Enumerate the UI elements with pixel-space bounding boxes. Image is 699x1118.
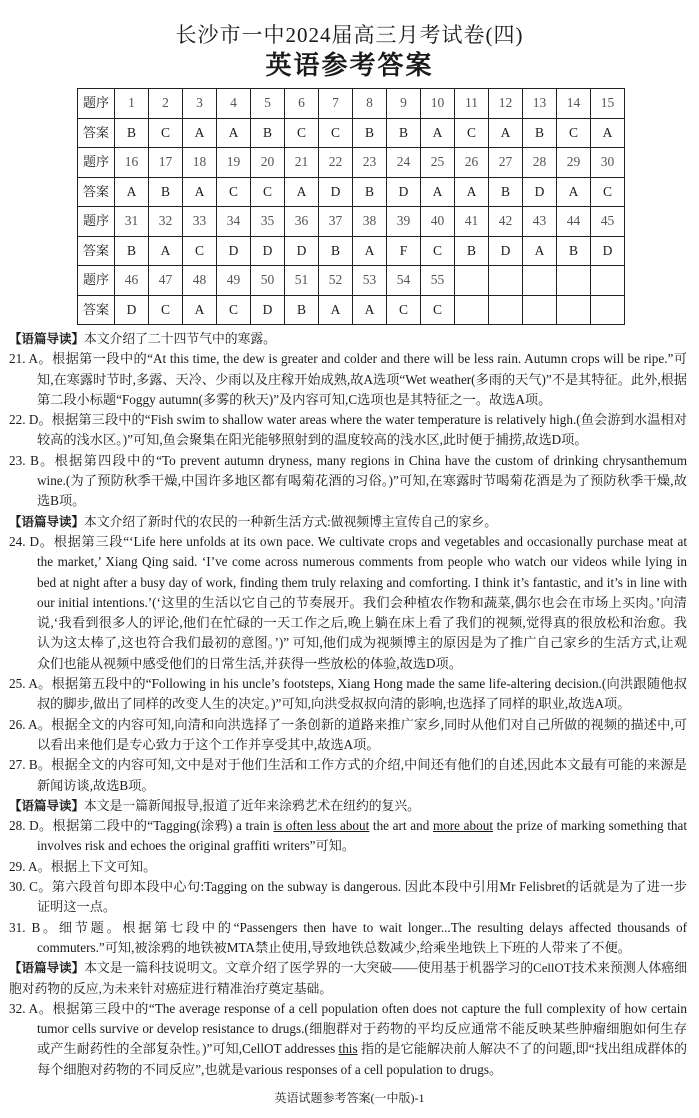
underlined-quote: this	[338, 1041, 358, 1057]
guide-text: 本文介绍了新时代的农民的一种新生活方式:做视频博主宣传自己的家乡。	[84, 514, 498, 529]
answer-explanation	[9, 816, 687, 857]
underlined-quote: is often less about	[273, 818, 370, 834]
question-number-cell: 20	[251, 148, 285, 178]
explanation-text: 28. D。根据第二段中的“Tagging(涂鸦) a train	[9, 818, 274, 834]
question-number-cell: 38	[353, 207, 387, 237]
question-number-cell: 31	[115, 207, 149, 237]
answer-cell: A	[591, 118, 625, 148]
answer-cell: D	[251, 295, 285, 325]
question-number-cell: 16	[115, 148, 149, 178]
row-label-number: 题序	[78, 207, 115, 237]
answer-cell: C	[421, 295, 455, 325]
question-number-cell: 17	[149, 148, 183, 178]
answer-cell: A	[217, 118, 251, 148]
page-footer: 英语试题参考答案(一中版)-1	[274, 1090, 425, 1105]
question-number-cell	[523, 266, 557, 296]
question-number-cell: 14	[557, 89, 591, 119]
answer-cell	[489, 295, 523, 325]
question-number-row	[78, 148, 625, 178]
answer-cell: D	[387, 177, 421, 207]
answer-cell: B	[149, 177, 183, 207]
question-number-cell: 32	[149, 207, 183, 237]
question-number-cell: 36	[285, 207, 319, 237]
answer-cell	[557, 295, 591, 325]
question-number-cell: 34	[217, 207, 251, 237]
answer-cell: B	[319, 236, 353, 266]
answer-explanation	[9, 918, 687, 959]
explanation-text: 22. D。根据第三段中的“Fish swim to shallow water areas where the water temperature is relatively high.(鱼会游到水温相对较高的浅水区。)”可知,鱼会聚集在阳光能够照射到的温度较高的浅水区,此时便于捕捞,故选D项。	[9, 412, 687, 448]
question-number-cell: 21	[285, 148, 319, 178]
answer-cell: D	[591, 236, 625, 266]
answer-cell: A	[183, 118, 217, 148]
answer-cell: A	[183, 177, 217, 207]
answer-cell: D	[285, 236, 319, 266]
answer-cell: B	[285, 295, 319, 325]
answer-cell: C	[455, 118, 489, 148]
answer-cell: B	[353, 118, 387, 148]
explanation-text: 32. A。根据第三段中的“The average response of a cell population often does not capture the full complexity of how certain tumor cells survive or develop resistance to drugs.(细胞群对于药物的平均反应通常不能反映某些肿瘤细胞如何生存或产生耐药性的全部复杂性。)”可知,CellOT addresses	[9, 1000, 687, 1057]
answer-explanation	[9, 755, 687, 796]
row-label-answer: 答案	[78, 236, 115, 266]
question-number-cell: 48	[183, 266, 217, 296]
guide-text: 本文是一篇科技说明文。文章介绍了医学界的一大突破——使用基于机器学习的CellOT技术来预测人体癌细胞对药物的反应,为未来针对癌症进行精准治疗奠定基础。	[9, 961, 687, 996]
question-number-cell: 55	[421, 266, 455, 296]
answer-table	[77, 88, 625, 325]
answer-explanation	[9, 877, 687, 918]
question-number-cell: 23	[353, 148, 387, 178]
answer-cell: A	[115, 177, 149, 207]
passage-guide	[9, 329, 687, 349]
answer-cell: D	[115, 295, 149, 325]
answer-cell: C	[285, 118, 319, 148]
question-number-cell: 43	[523, 207, 557, 237]
answer-cell: B	[523, 118, 557, 148]
answer-row	[78, 236, 625, 266]
underlined-quote: more about	[432, 818, 493, 834]
explanation-text: 21. A。根据第一段中的“At this time, the dew is greater and colder and there will be less rain. Autumn crops will be ripe.”可知,在寒露时节时,多露、天冷、少雨以及庄稼开始成熟,故A选项“Wet weather(多雨的天气)”不是其特征。此外,根据第二段小标题“Foggy autumn(多雾的秋天)”及内容可知,C选项也是其特征之一。故选A项。	[9, 351, 687, 407]
question-number-cell: 49	[217, 266, 251, 296]
explanation-text: the art and	[369, 818, 433, 834]
passage-guide	[9, 796, 687, 816]
answer-cell: A	[455, 177, 489, 207]
row-label-number: 题序	[78, 266, 115, 296]
answer-cell: D	[489, 236, 523, 266]
row-label-number: 题序	[78, 89, 115, 119]
question-number-cell: 30	[591, 148, 625, 178]
question-number-cell: 47	[149, 266, 183, 296]
answer-cell: C	[217, 177, 251, 207]
question-number-row	[78, 266, 625, 296]
question-number-cell: 22	[319, 148, 353, 178]
answer-cell: C	[557, 118, 591, 148]
question-number-cell: 8	[353, 89, 387, 119]
answer-cell: B	[353, 177, 387, 207]
answer-cell: C	[217, 295, 251, 325]
exam-title: 长沙市一中2024届高三月考试卷(四)	[175, 23, 524, 47]
answer-row	[78, 295, 625, 325]
answer-cell: C	[149, 118, 183, 148]
question-number-row	[78, 207, 625, 237]
question-number-cell: 6	[285, 89, 319, 119]
question-number-cell	[455, 266, 489, 296]
answer-cell: B	[387, 118, 421, 148]
explanation-text: 25. A。根据第五段中的“Following in his uncle’s footsteps, Xiang Hong made the same life-altering decision.(向洪跟随他叔叔的脚步,做出了同样的改变人生的决定。)”可知,向洪受叔叔向清的影响,也选择了同样的职业,故选A项。	[9, 676, 687, 712]
answer-cell: D	[523, 177, 557, 207]
question-number-cell: 4	[217, 89, 251, 119]
explanation-text: 23. B。根据第四段中的“To prevent autumn dryness, many regions in China have the custom of drinking chrysanthemum wine.(为了预防秋季干燥,中国许多地区都有喝菊花酒的习俗。)”可知,在寒露时节喝菊花酒是为了预防秋季干燥,故选B项。	[9, 452, 687, 509]
question-number-cell: 52	[319, 266, 353, 296]
question-number-cell: 1	[115, 89, 149, 119]
row-label-number: 题序	[78, 148, 115, 178]
question-number-cell: 15	[591, 89, 625, 119]
answer-cell: B	[115, 118, 149, 148]
answer-cell: B	[557, 236, 591, 266]
question-number-cell: 9	[387, 89, 421, 119]
answer-cell: B	[455, 236, 489, 266]
answer-cell: C	[421, 236, 455, 266]
question-number-cell: 50	[251, 266, 285, 296]
explanation-text: 26. A。根据全文的内容可知,向清和向洪选择了一条创新的道路来推广家乡,同时从他们对自己所做的视频的描述中,可以看出来他们是专心致力于这个工作并享受其中,故选A项。	[9, 716, 687, 752]
question-number-cell: 40	[421, 207, 455, 237]
guide-text: 本文介绍了二十四节气中的寒露。	[84, 332, 276, 346]
question-number-cell: 51	[285, 266, 319, 296]
question-number-cell: 18	[183, 148, 217, 178]
question-number-cell: 41	[455, 207, 489, 237]
question-number-cell: 11	[455, 89, 489, 119]
question-number-cell: 35	[251, 207, 285, 237]
answer-explanation	[9, 674, 687, 715]
answer-cell: A	[183, 295, 217, 325]
answer-cell: C	[251, 177, 285, 207]
answer-cell: A	[523, 236, 557, 266]
question-number-cell: 33	[183, 207, 217, 237]
explanation-text: 27. B。根据全文的内容可知,文中是对于他们生活和工作方式的介绍,中间还有他们的自述,因此本文最有可能的来源是新闻访谈,故选B项。	[9, 757, 687, 793]
answer-cell: A	[557, 177, 591, 207]
answer-explanation	[9, 857, 687, 877]
question-number-cell: 24	[387, 148, 421, 178]
answer-cell: C	[387, 295, 421, 325]
row-label-answer: 答案	[78, 177, 115, 207]
answer-cell: A	[353, 236, 387, 266]
answer-explanation	[9, 715, 687, 756]
question-number-cell: 2	[149, 89, 183, 119]
guide-label: 【语篇导读】	[9, 513, 85, 529]
row-label-answer: 答案	[78, 295, 115, 325]
question-number-cell: 42	[489, 207, 523, 237]
answer-cell: A	[353, 295, 387, 325]
question-number-cell: 27	[489, 148, 523, 178]
answer-row	[78, 177, 625, 207]
answer-row	[78, 118, 625, 148]
question-number-cell: 10	[421, 89, 455, 119]
answer-cell: A	[421, 177, 455, 207]
passage-guide	[9, 512, 687, 532]
guide-label: 【语篇导读】	[9, 960, 85, 976]
answer-explanation	[9, 532, 687, 674]
answer-cell: C	[183, 236, 217, 266]
question-number-cell: 45	[591, 207, 625, 237]
answer-explanation	[9, 451, 687, 512]
guide-label: 【语篇导读】	[9, 331, 85, 346]
question-number-cell: 39	[387, 207, 421, 237]
question-number-cell: 12	[489, 89, 523, 119]
question-number-cell: 28	[523, 148, 557, 178]
answer-cell	[523, 295, 557, 325]
question-number-cell: 3	[183, 89, 217, 119]
answer-cell: C	[319, 118, 353, 148]
question-number-cell: 5	[251, 89, 285, 119]
answer-cell	[591, 295, 625, 325]
question-number-cell: 29	[557, 148, 591, 178]
question-number-cell: 44	[557, 207, 591, 237]
answer-cell: B	[115, 236, 149, 266]
question-number-cell: 53	[353, 266, 387, 296]
question-number-row	[78, 89, 625, 119]
explanations	[9, 329, 687, 1080]
question-number-cell	[557, 266, 591, 296]
answer-cell: B	[251, 118, 285, 148]
answer-explanation	[9, 349, 687, 410]
answer-cell: D	[217, 236, 251, 266]
answer-cell: D	[319, 177, 353, 207]
question-number-cell: 7	[319, 89, 353, 119]
answer-explanation	[9, 999, 687, 1080]
explanation-text: the prize of marking something that involves risk and echoes the original graffiti writers”可知。	[37, 818, 687, 854]
question-number-cell: 13	[523, 89, 557, 119]
answer-cell: A	[489, 118, 523, 148]
passage-guide	[9, 958, 687, 999]
question-number-cell: 19	[217, 148, 251, 178]
answer-cell: A	[319, 295, 353, 325]
explanation-text: 30. C。第六段首句即本段中心句:Tagging on the subway is dangerous. 因此本段中引用Mr Felisbret的话就是为了进一步证明这一点。	[9, 879, 687, 915]
answer-cell: F	[387, 236, 421, 266]
answer-key-heading: 英语参考答案	[265, 51, 434, 81]
answer-cell: A	[149, 236, 183, 266]
explanation-text: 31. B。细节题。根据第七段中的“Passengers then have to wait longer...The resulting delays affected thousands of commuters.”可知,被涂鸦的地铁被MTA禁止使用,导致地铁总数减少,给乘坐地铁上下班的人带来了不便。	[9, 919, 687, 955]
question-number-cell	[591, 266, 625, 296]
answer-cell: A	[285, 177, 319, 207]
question-number-cell: 54	[387, 266, 421, 296]
answer-cell	[455, 295, 489, 325]
row-label-answer: 答案	[78, 118, 115, 148]
answer-cell: D	[251, 236, 285, 266]
answer-cell: C	[149, 295, 183, 325]
explanation-text: 24. D。根据第三段“‘Life here unfolds at its own pace. We cultivate crops and vegetables and occasionally purchase meat at the market,’ Xiang Qing said. ‘I’ve come across numerous comments from people who watch our videos while lying in bed at night after a busy day of work, finding them truly relaxing and comforting. I think it’s fantastic, and it’s in line with our initial intentions.’(‘这里的生活以它自己的节奏展开。我们会种植农作物和蔬菜,偶尔也会在市场上买肉。’向清说,‘我看到很多人的评论,他们在忙碌的一天工作之后,晚上躺在床上看了我们的视频,觉得真的很放松和治愈。我认为这太棒了,这也符合我们最初的意图。’)” 可知,他们成为视频博主的原因是为了推广自己家乡的生活方式,让观众们也能从视频中感受他们的日常生活,并获得一些放松的体验,故选D项。	[9, 533, 687, 671]
answer-cell: B	[489, 177, 523, 207]
question-number-cell: 37	[319, 207, 353, 237]
question-number-cell: 25	[421, 148, 455, 178]
question-number-cell: 46	[115, 266, 149, 296]
question-number-cell	[489, 266, 523, 296]
question-number-cell: 26	[455, 148, 489, 178]
answer-cell: A	[421, 118, 455, 148]
explanation-text: 29. A。根据上下文可知。	[9, 858, 157, 874]
guide-label: 【语篇导读】	[9, 797, 85, 813]
answer-cell: C	[591, 177, 625, 207]
answer-explanation	[9, 410, 687, 451]
guide-text: 本文是一篇新闻报导,报道了近年来涂鸦艺术在纽约的复兴。	[84, 798, 420, 813]
explanation-text: 指的是它能解决前人解决不了的问题,即“找出组成群体的每个细胞对药物的不同反应”,也就是various responses of a cell population to drugs。	[37, 1041, 688, 1077]
